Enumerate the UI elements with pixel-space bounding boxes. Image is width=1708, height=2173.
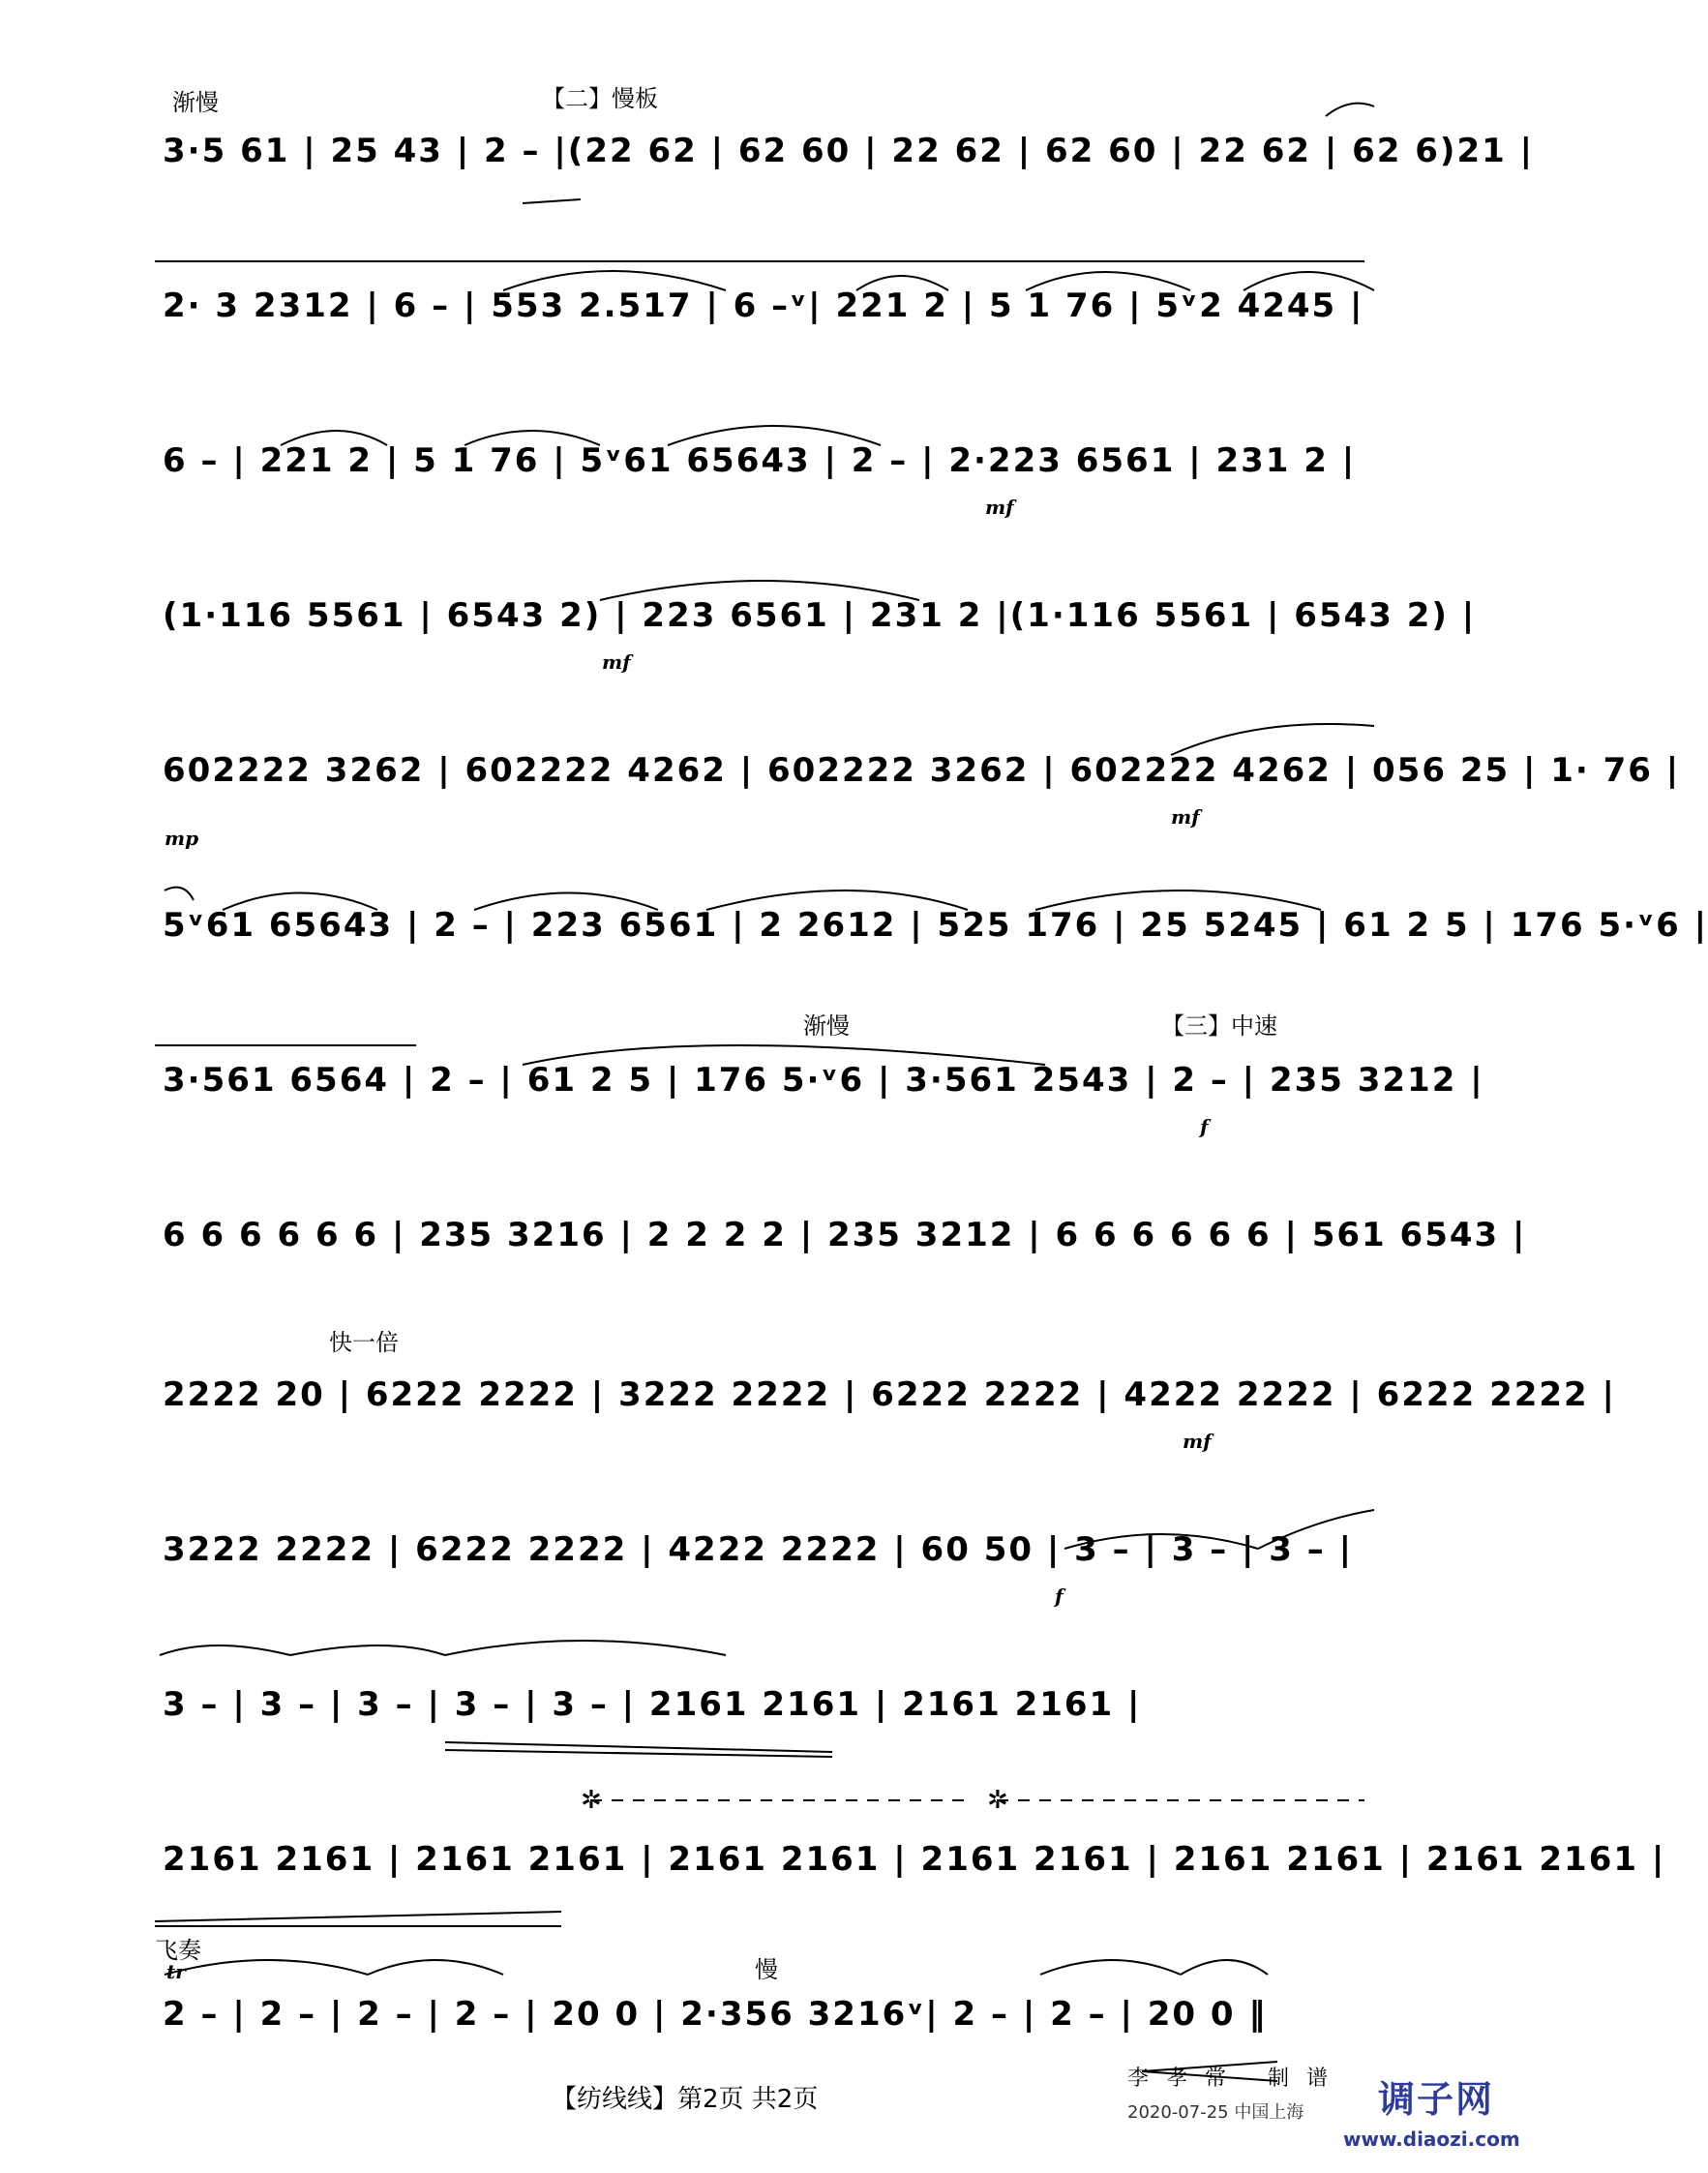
tempo-marking: 渐慢 — [803, 1012, 850, 1040]
notation-line: 6 6 6 6 6 6 | 235 3216 | 2 2 2 2 | 235 3212 | 6 6 6 6 6 6 | 561 6543 | — [163, 1216, 1527, 1254]
dynamic-marking: mf — [602, 650, 631, 674]
tempo-marking: 渐慢 — [172, 89, 219, 116]
dynamic-marking: mf — [985, 496, 1014, 519]
notation-line: 2· 3 2312 | 6 – | 553 2.517 | 6 –ᵛ| 221 2 | 5 1 76 | 5ᵛ2 4245 | — [163, 287, 1364, 325]
notation-line: 5ᵛ61 65643 | 2 – | 223 6561 | 2 2612 | 525 176 | 25 5245 | 61 2 5 | 176 5·ᵛ6 | — [163, 906, 1708, 945]
notation-line: 6 – | 221 2 | 5 1 76 | 5ᵛ61 65643 | 2 – | 2·223 6561 | 231 2 | — [163, 441, 1357, 480]
watermark-name: 调子网 — [1378, 2078, 1495, 2121]
tempo-marking: 慢 — [755, 1956, 778, 1983]
dynamic-marking: f — [1200, 1115, 1209, 1138]
notation-line: 602222 3262 | 602222 4262 | 602222 3262 | 602222 4262 | 056 25 | 1· 76 | — [163, 751, 1681, 790]
notation-line: 3222 2222 | 6222 2222 | 4222 2222 | 60 50 | 3 – | 3 – | 3 – | — [163, 1530, 1354, 1569]
notation-line: 3·5 61 | 25 43 | 2 – |(22 62 | 62 60 | 22 62 | 62 60 | 22 62 | 62 6)21 | — [163, 132, 1535, 170]
dynamic-marking: mf — [1183, 1430, 1212, 1453]
watermark-logo — [1343, 2069, 1532, 2166]
tempo-marking: 快一倍 — [329, 1329, 399, 1356]
star-icon: ✲ — [987, 1786, 1008, 1815]
date-place: 2020-07-25 中国上海 — [1127, 2102, 1304, 2123]
trill-marking: tr — [166, 1960, 186, 1983]
tempo-marking: 飞奏 — [155, 1937, 201, 1964]
notation-line: 3 – | 3 – | 3 – | 3 – | 3 – | 2161 2161 | 2161 2161 | — [163, 1685, 1142, 1724]
star-icon: ✲ — [581, 1786, 602, 1815]
notation-line: (1·116 5561 | 6543 2) | 223 6561 | 231 2 |(1·116 5561 | 6543 2) | — [163, 596, 1477, 635]
dynamic-marking: f — [1055, 1584, 1064, 1608]
dynamic-marking: mf — [1171, 805, 1200, 829]
watermark-url: www.diaozi.com — [1343, 2128, 1520, 2151]
section-heading: 【二】慢板 — [542, 85, 658, 112]
notation-line: 2161 2161 | 2161 2161 | 2161 2161 | 2161 2161 | 2161 2161 | 2161 2161 | — [163, 1840, 1666, 1879]
dynamic-marking: mp — [165, 827, 199, 850]
footer-page-info: 【纺线线】第2页 共2页 — [552, 2085, 819, 2114]
section-heading: 【三】中速 — [1161, 1012, 1277, 1040]
notation-line: 2 – | 2 – | 2 – | 2 – | 20 0 | 2·356 3216ᵛ| 2 – | 2 – | 20 0 ‖ — [163, 1995, 1268, 2034]
arranger-credit: 李孝常 制谱 — [1127, 2067, 1345, 2091]
notation-line: 2222 20 | 6222 2222 | 3222 2222 | 6222 2222 | 4222 2222 | 6222 2222 | — [163, 1375, 1616, 1414]
notation-line: 3·561 6564 | 2 – | 61 2 5 | 176 5·ᵛ6 | 3·561 2543 | 2 – | 235 3212 | — [163, 1061, 1484, 1100]
